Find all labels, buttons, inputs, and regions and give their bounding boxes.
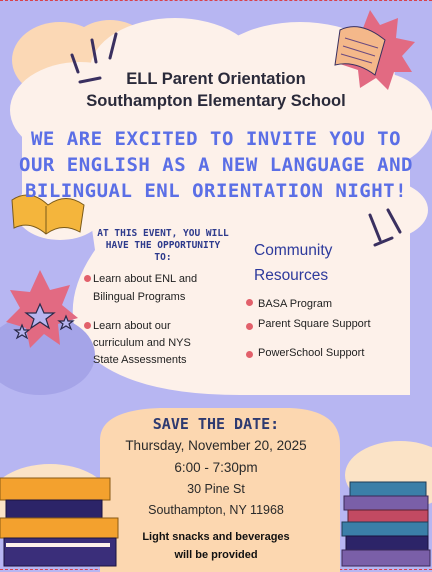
- event-time: 6:00 - 7:30pm: [174, 460, 258, 475]
- event-item-2-line3: State Assessments: [93, 354, 187, 366]
- event-heading-line3: TO:: [154, 252, 172, 263]
- event-heading-line1: AT THIS EVENT, YOU WILL: [97, 228, 229, 239]
- resource-item-powerschool: PowerSchool Support: [258, 347, 365, 359]
- resources-title-line1: Community: [254, 242, 333, 259]
- event-title-line1: ELL Parent Orientation: [126, 70, 306, 88]
- event-item-1-line2: Bilingual Programs: [93, 291, 186, 303]
- event-title-line2: Southampton Elementary School: [86, 92, 346, 110]
- invitation-headline-line2: OUR ENGLISH AS A NEW LANGUAGE AND: [19, 154, 413, 176]
- resource-item-basa: BASA Program: [258, 298, 332, 310]
- event-street: 30 Pine St: [187, 482, 245, 496]
- event-item-1-line1: Learn about ENL and: [93, 273, 198, 285]
- event-item-2-line1: Learn about our: [93, 320, 171, 332]
- resource-item-parent-square: Parent Square Support: [258, 318, 371, 330]
- bullet-dot: [84, 322, 91, 329]
- event-date: Thursday, November 20, 2025: [125, 438, 307, 453]
- save-the-date-title: SAVE THE DATE:: [152, 415, 280, 433]
- refreshments-note-line2: will be provided: [174, 549, 258, 561]
- event-item-2-line2: curriculum and NYS: [93, 337, 191, 349]
- refreshments-note-line1: Light snacks and beverages: [142, 531, 290, 543]
- book-stack-right: [342, 482, 430, 566]
- resources-title-line2: Resources: [254, 267, 329, 284]
- invitation-headline-line1: WE ARE EXCITED TO INVITE YOU TO: [30, 128, 402, 150]
- invitation-headline-line3: BILINGUAL ENL ORIENTATION NIGHT!: [24, 180, 408, 202]
- bullet-dot: [246, 351, 253, 358]
- bullet-dot: [246, 323, 253, 330]
- bullet-dot: [84, 275, 91, 282]
- bullet-dot: [246, 299, 253, 306]
- event-city: Southampton, NY 11968: [148, 503, 284, 517]
- event-heading-line2: HAVE THE OPPORTUNITY: [105, 240, 221, 251]
